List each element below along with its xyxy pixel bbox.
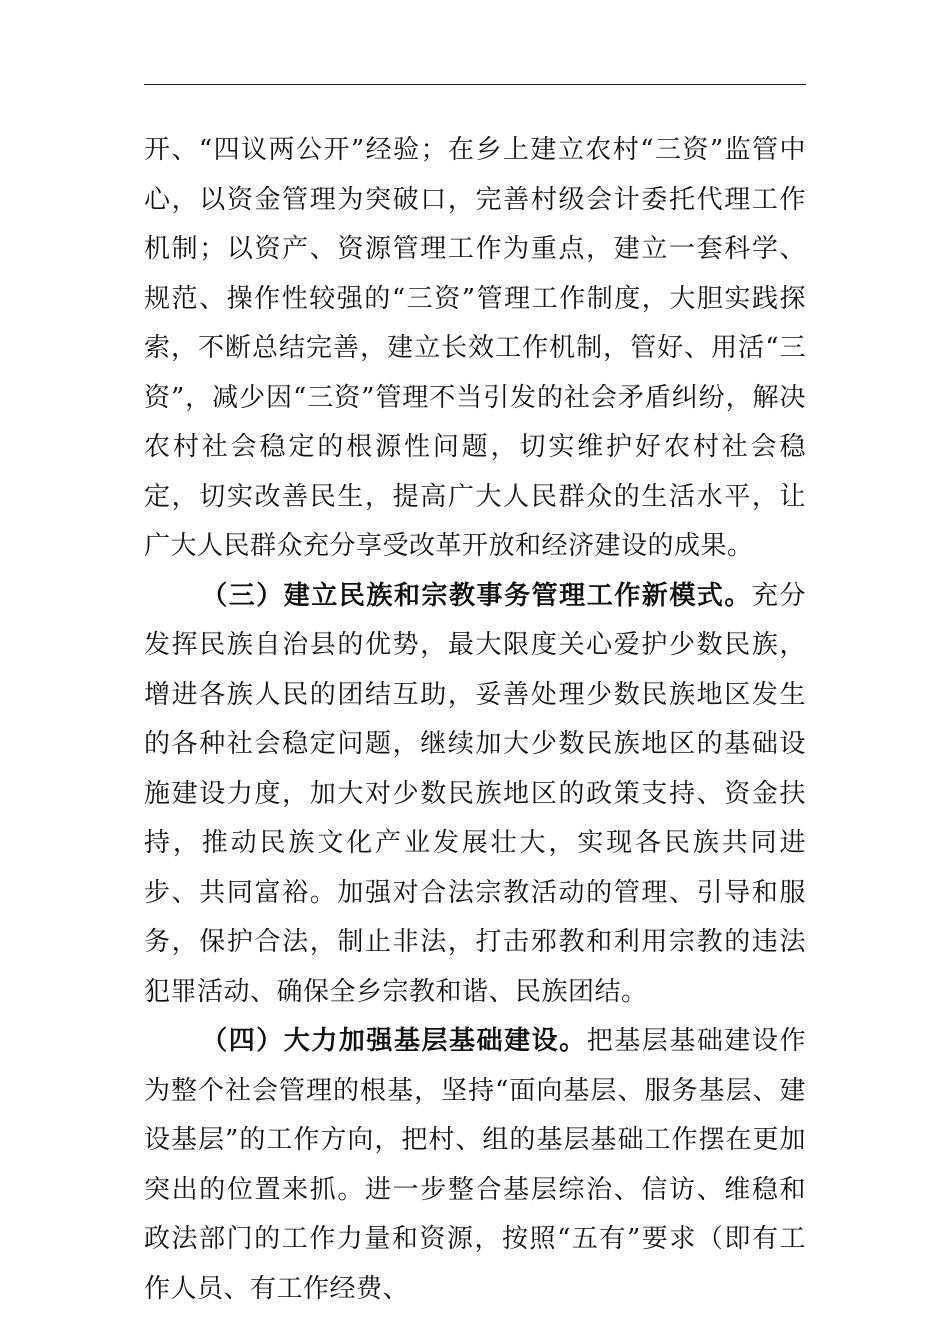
paragraph-1-text: 开、“四议两公开”经验；在乡上建立农村“三资”监管中心，以资金管理为突破口，完善村级会计委托代理工作机制；以资产、资源管理工作为重点，建立一套科学、规范、操作性较强的“三资”管理工作制度，大胆实践探索，不断总结完善，建立长效工作机制，管好、用活“三资”，减少因“三资”管理不当引发的社会矛盾纠纷，解决农村社会稳定的根源性问题，切实维护好农村社会稳定，切实改善民生，提高广大人民群众的生活水平，让广大人民群众充分享受改革开放和经济建设的成果。 (144, 135, 806, 561)
header-rule (144, 84, 806, 85)
paragraph-continuation (144, 126, 806, 572)
section-4-heading: （四）大力加强基层基础建设。 (201, 1026, 587, 1056)
paragraph-section-4 (144, 1017, 806, 1314)
paragraph-section-3 (144, 572, 806, 1018)
body-text (144, 126, 806, 1314)
section-4-text: 把基层基础建设作为整个社会管理的根基，坚持“面向基层、服务基层、建设基层”的工作方向，把村、组的基层基础工作摆在更加突出的位置来抓。进一步整合基层综治、信访、维稳和政法部门的工作力量和资源，按照“五有”要求（即有工作人员、有工作经费、 (144, 1026, 806, 1304)
section-3-heading: （三）建立民族和宗教事务管理工作新模式。 (201, 580, 752, 611)
section-3-text: 充分发挥民族自治县的优势，最大限度关心爱护少数民族，增进各族人民的团结互助，妥善处理少数民族地区发生的各种社会稳定问题，继续加大少数民族地区的基础设施建设力度，加大对少数民族地区的政策支持、资金扶持，推动民族文化产业发展壮大，实现各民族共同进步、共同富裕。加强对合法宗教活动的管理、引导和服务，保护合法，制止非法，打击邪教和利用宗教的违法犯罪活动、确保全乡宗教和谐、民族团结。 (144, 580, 806, 1007)
